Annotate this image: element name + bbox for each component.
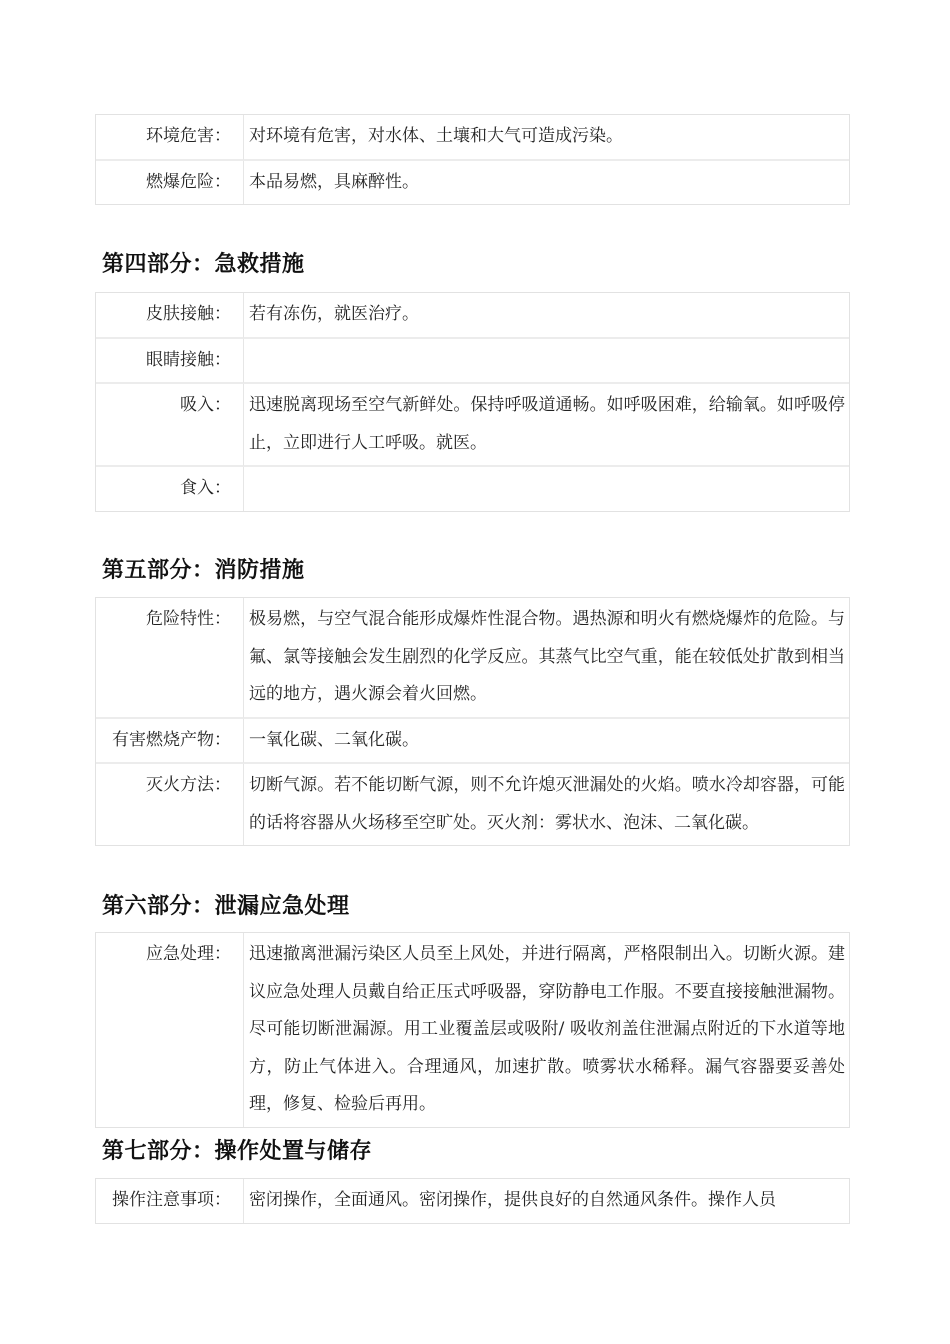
table-row [96,598,849,719]
table-row [96,293,849,339]
section5-table [95,597,850,846]
section4-title: 第四部分：急救措施 [102,252,305,277]
table-row [96,384,849,467]
row-value [244,339,849,385]
section6-table [95,932,850,1128]
table-row [96,719,849,765]
table-row [96,1179,849,1223]
row-label: 环境危害： [96,115,244,161]
row-label: 食入： [96,467,244,511]
row-value: 若有冻伤，就医治疗。 [244,293,849,339]
table-row [96,933,849,1127]
section4-table [95,292,850,512]
row-value [244,467,849,511]
table-row [96,467,849,511]
row-label: 有害燃烧产物： [96,719,244,765]
row-label: 吸入： [96,384,244,467]
row-value: 迅速脱离现场至空气新鲜处。保持呼吸道通畅。如呼吸困难，给输氧。如呼吸停止，立即进行人工呼吸。就医。 [244,384,849,467]
table-row [96,161,849,205]
row-value: 切断气源。若不能切断气源，则不允许熄灭泄漏处的火焰。喷水冷却容器，可能的话将容器从火场移至空旷处。灭火剂：雾状水、泡沫、二氧化碳。 [249,775,845,833]
section6-title: 第六部分：泄漏应急处理 [102,894,350,919]
row-value: 对环境有危害，对水体、土壤和大气可造成污染。 [244,115,849,161]
row-label: 应急处理： [96,933,244,1127]
row-label: 眼睛接触： [96,339,244,385]
row-value: 密闭操作，全面通风。密闭操作，提供良好的自然通风条件。操作人员 [249,1190,776,1210]
section7-title: 第七部分：操作处置与储存 [102,1139,373,1164]
table-row [96,339,849,385]
table-row [96,115,849,161]
table-row [96,764,849,845]
row-value: 极易燃，与空气混合能形成爆炸性混合物。遇热源和明火有燃烧爆炸的危险。与氟、氯等接触会发生剧烈的化学反应。其蒸气比空气重，能在较低处扩散到相当远的地方，遇火源会着火回燃。 [244,598,849,719]
row-label: 灭火方法： [96,764,244,845]
section3-table [95,114,850,205]
row-value: 本品易燃，具麻醉性。 [249,171,419,192]
row-label: 皮肤接触： [96,293,244,339]
row-value: 迅速撤离泄漏污染区人员至上风处，并进行隔离，严格限制出入。切断火源。建议应急处理人员戴自给正压式呼吸器，穿防静电工作服。不要直接接触泄漏物。尽可能切断泄漏源。用工业覆盖层或吸附/ 吸收剂盖住泄漏点附近的下水道等地方，防止气体进入。合理通风，加速扩散。喷雾状水稀释。漏气容器要妥善处理，修复、检验后再用。 [249,944,845,1114]
row-value: 一氧化碳、二氧化碳。 [244,719,849,765]
row-label: 燃爆危险： [96,161,244,205]
row-label: 操作注意事项： [96,1179,244,1223]
section7-table [95,1178,850,1224]
row-label: 危险特性： [96,598,244,719]
section5-title: 第五部分：消防措施 [102,558,305,583]
